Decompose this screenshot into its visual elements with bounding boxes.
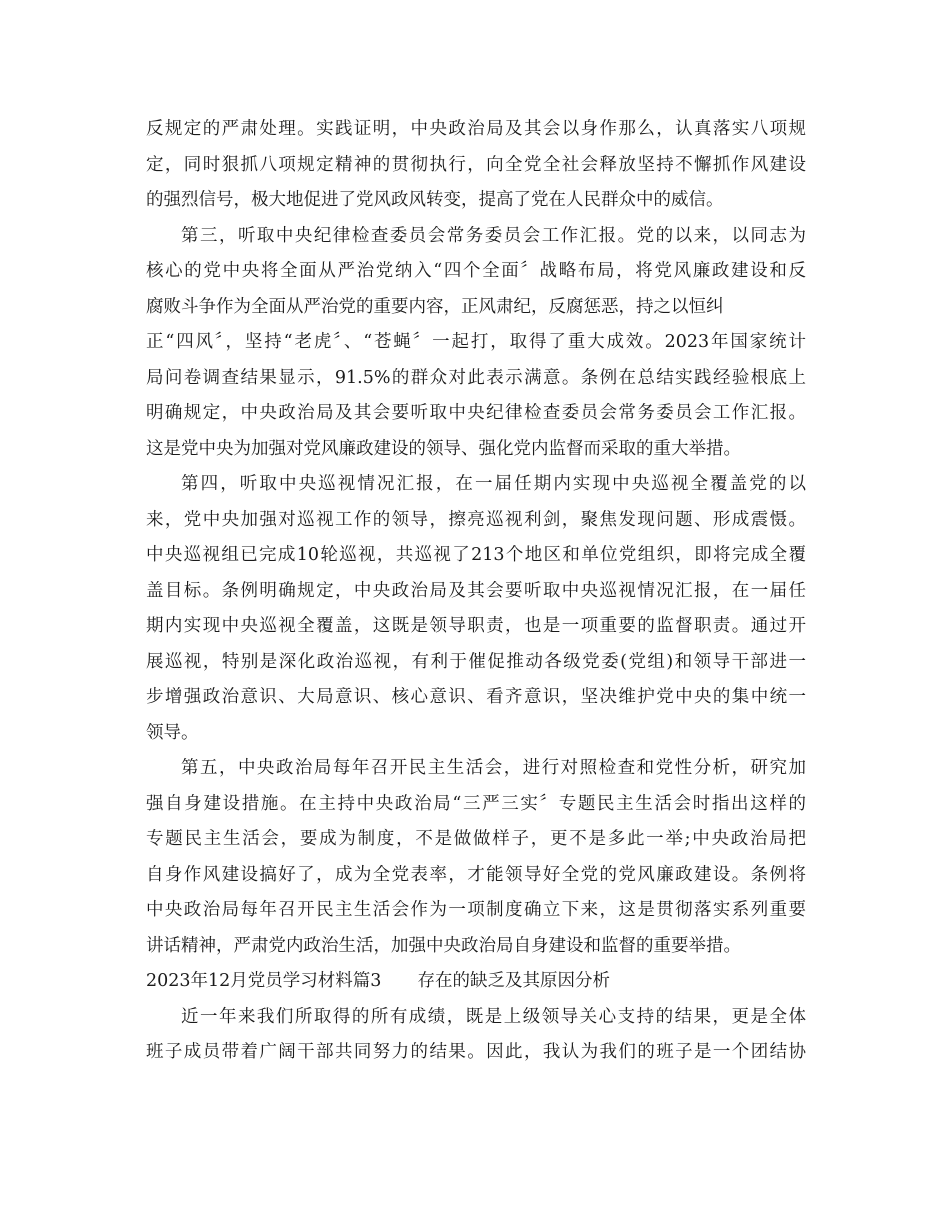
paragraph-5 (146, 1000, 806, 1071)
text-line: 正“四风〞，坚持“老虎〞、“苍蝇〞一起打，取得了重大成效。2023年国家统计 (146, 332, 806, 352)
paragraph-4 (146, 751, 806, 964)
text-line: 中央巡视组已完成10轮巡视，共巡视了213个地区和单位党组织，即将完成全覆 (146, 545, 806, 565)
text-line: 来，党中央加强对巡视工作的领导，擦亮巡视利剑，聚焦发现问题、形成震慑。 (146, 509, 806, 530)
text-line: 期内实现中央巡视全覆盖，这既是领导职责，也是一项重要的监督职责。通过开 (146, 616, 806, 636)
paragraph-2 (146, 219, 806, 468)
text-line: 展巡视，特别是深化政治巡视，有利于催促推动各级党委(党组)和领导干部进一 (146, 651, 806, 672)
text-line: 定，同时狠抓八项规定精神的贯彻执行，向全党全社会释放坚持不懈抓作风建设 (146, 154, 806, 175)
text-line: 专题民主生活会，要成为制度，不是做做样子，更不是多此一举;中央政治局把 (146, 829, 806, 849)
text-line: 的强烈信号，极大地促进了党风政风转变，提高了党在人民群众中的威信。 (146, 190, 724, 210)
text-line: 这是党中央为加强对党风廉政建设的领导、强化党内监督而采取的重大举措。 (146, 438, 741, 459)
text-line: 近一年来我们所取得的所有成绩，既是上级领导关心支持的结果，更是全体 (181, 1006, 806, 1027)
text-line: 明确规定，中央政治局及其会要听取中央纪律检查委员会常务委员会工作汇报。 (146, 403, 806, 423)
text-line: 步增强政治意识、大局意识、核心意识、看齐意识，坚决维护党中央的集中统一 (146, 687, 806, 707)
section-heading-subtitle: 存在的缺乏及其原因分析 (417, 971, 610, 991)
text-line: 讲话精神，严肃党内政治生活，加强中央政治局自身建设和监督的重要举措。 (146, 935, 741, 956)
text-line: 反规定的严肃处理。实践证明，中央政治局及其会以身作那么，认真落实八项规 (146, 119, 806, 139)
text-line: 核心的党中央将全面从严治党纳入“四个全面〞战略布局，将党风廉政建设和反 (146, 261, 806, 281)
text-line: 局问卷调查结果显示，91.5%的群众对此表示满意。条例在总结实践经验根底上 (146, 367, 806, 388)
paragraph-3 (146, 467, 806, 751)
text-line: 班子成员带着广阔干部共同努力的结果。因此，我认为我们的班子是一个团结协 (146, 1042, 806, 1062)
section-heading-title: 2023年12月党员学习材料篇3 (146, 971, 382, 991)
text-line: 中央政治局每年召开民主生活会作为一项制度确立下来，这是贯彻落实系列重要 (146, 900, 806, 920)
text-line: 盖目标。条例明确规定，中央政治局及其会要听取中央巡视情况汇报，在一届任 (146, 580, 806, 601)
text-line: 第三，听取中央纪律检查委员会常务委员会工作汇报。党的以来，以同志为 (181, 225, 806, 246)
paragraph-1 (146, 112, 806, 219)
section-heading (146, 964, 806, 1000)
text-line: 第四，听取中央巡视情况汇报，在一届任期内实现中央巡视全覆盖党的以 (181, 474, 806, 494)
text-line: 腐败斗争作为全面从严治党的重要内容，正风肃纪，反腐惩恶，持之以恒纠 (146, 296, 724, 317)
text-line: 第五，中央政治局每年召开民主生活会，进行对照检查和党性分析，研究加 (181, 758, 806, 778)
text-line: 领导。 (146, 722, 199, 743)
text-line: 强自身建设措施。在主持中央政治局“三严三实〞专题民主生活会时指出这样的 (146, 793, 806, 814)
text-line: 自身作风建设搞好了，成为全党表率，才能领导好全党的党风廉政建设。条例将 (146, 864, 806, 885)
document-page (146, 112, 806, 1071)
